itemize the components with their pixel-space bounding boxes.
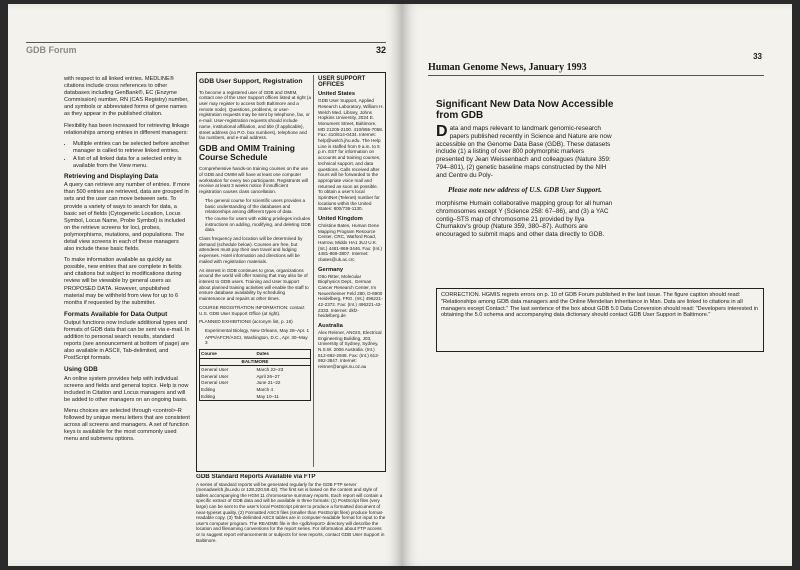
- training-heading: GDB and OMIM Training Course Schedule: [199, 142, 295, 163]
- flexibility-paragraph: Flexibility has been increased for retrieving linkage relationships among entries in different managers:: [64, 122, 190, 136]
- city-label: BALTIMORE: [200, 358, 311, 366]
- table-city-row: [200, 358, 311, 366]
- registration-paragraph: COURSE REGISTRATION INFORMATION: contact U.S. GDB User Support Office (at right).: [199, 304, 305, 316]
- document-spread: [8, 4, 792, 566]
- offices-column: [318, 75, 384, 467]
- table-row: [200, 373, 311, 380]
- office-uk: [318, 217, 384, 263]
- table-row: [200, 366, 311, 373]
- office-country: Germany: [318, 266, 344, 273]
- table-row: [200, 380, 311, 387]
- flexibility-list: [73, 141, 190, 170]
- office-australia: [318, 324, 384, 370]
- dates-cell: March 22–23: [256, 366, 284, 372]
- formats-paragraph: Output functions now include additional types and formats of GDB data that can be sent via e-mail. In addition to personal search results, standard reports (see announcement at bottom of page) are also available in ASCII, Tab-delimited, and PostScript formats.: [64, 319, 190, 362]
- office-details: Otto Ritter, Molecular Biophysics Dept., German Cancer Research Center, Im Neuenheimer Feld 280, D-6900 Heidelberg, FRG. (Int.) 496221-42-2372. Fax: (Int.) 496221-42-2333. Internet: dkfz-heidelberg.de: [318, 273, 383, 319]
- support-heading: GDB User Support, Registration: [199, 78, 303, 85]
- office-country: United Kingdom: [318, 216, 363, 223]
- list-item: • Experimental Biology, New Orleans, May 28–Apr. 1: [205, 328, 311, 334]
- user-support-box: [196, 72, 386, 472]
- course-cell: General User: [201, 380, 229, 386]
- ftp-reports-section: [196, 474, 386, 559]
- office-us: [318, 92, 384, 212]
- table-row: [200, 387, 311, 394]
- retrieving-paragraph: A query can retrieve any number of entries. If more than 500 entries are retrieved, data are grouped in sets and the user can move between sets. To provide a variety of ways to search for data, a basic set of fields (Cytogenetic Location, Locus Symbol, Locus Name, Probe Symbol) is included on the retrieve screens for loci, probes, polymorphisms, mutations, and populations. The detail view screens in each of these managers also include these basic fields.: [64, 182, 190, 253]
- column-header-dates: Dates: [255, 350, 310, 359]
- menu-choices-paragraph: Menu choices are selected through <control>-R followed by unique menu letters that are consistent across all screens and managers. A set of function keys is available for the most commonly used menu and submenu options.: [64, 407, 190, 443]
- right-page-number: 33: [753, 52, 762, 61]
- formats-heading: Formats Available for Data Output: [64, 310, 168, 318]
- office-country: Australia: [318, 323, 343, 330]
- right-page: [402, 4, 792, 566]
- left-page-number: 32: [375, 45, 386, 55]
- training-paragraph: Comprehensive hands-on training courses on the use of GDB and OMIM will have at least one computer workstation for every two participants. Registrants will receive at least 3 weeks notice if insufficient registration causes class cancellation.: [199, 166, 309, 195]
- dates-cell: March 4: [256, 387, 274, 393]
- exhibitions-list: [205, 328, 311, 346]
- newsletter-title: Human Genome News, January 1993: [428, 62, 764, 76]
- article-headline: Significant New Data Now Accessible from GDB: [436, 99, 614, 121]
- using-gdb-heading: Using GDB: [64, 366, 98, 374]
- table-row: [200, 393, 311, 400]
- training-list: [205, 198, 311, 233]
- drop-cap: D: [436, 123, 448, 140]
- box-divider: [313, 75, 314, 467]
- dates-cell: May 10–11: [256, 393, 279, 399]
- course-dates-table: [199, 349, 311, 401]
- linked-entries-paragraph: with respect to all linked entries. MEDLINE® citations include cross references to other databases including GenBank®, EC (Enzyme Commission) number, RN (CAS Registry) number, and symbols or abbreviated forms of gene names as they appear in the published citation.: [64, 76, 189, 118]
- course-cell: Editing: [201, 387, 216, 393]
- left-page-header: [26, 42, 386, 56]
- gdb-article: [436, 99, 614, 289]
- list-item: • APPI/AFCR/ASCI, Washington, D.C., Apr. 30–May 3: [205, 335, 311, 346]
- dates-cell: June 21–22: [256, 380, 281, 386]
- address-notice: Please note new address of U.S. GDB User Support.: [448, 185, 602, 194]
- course-cell: General User: [201, 366, 229, 372]
- left-text-column: [64, 76, 190, 556]
- list-item: • A list of all linked data for a selected entry is available from the View menu.: [73, 156, 190, 170]
- table-header-row: [200, 350, 311, 359]
- office-details: Alex Reisner, ANGIS, Electrical Engineering Building, J03, University of Sydney, Sydney, N.S.W. 2006 Australia. (Int.) 612-692-2948. Fax: (Int.) 612-692-3847. Internet: reisner@angis.su.oz.au: [318, 329, 382, 370]
- list-item: • The course for users with editing privileges includes instructions on adding, modifying, and deleting GDB data.: [205, 216, 311, 233]
- support-paragraph: To become a registered user of GDB and OMIM, contact one of the User Support offices listed at right (a user may register to access both Baltimore and a remote node). Questions, problems, or user-registration requests may be sent by telephone, fax, or e-mail. User-registration requests should include name, institutional affiliation, and title (if applicable), street address (no P.O. box numbers), telephone and fax numbers, and e-mail address.: [199, 89, 311, 141]
- ftp-heading: GDB Standard Reports Available via FTP: [196, 474, 316, 480]
- list-item: • Multiple entries can be selected before another manager is called to retrieve linked entries.: [73, 141, 190, 155]
- article-body-2: morphisme Humain collaborative mapping group for all human chromosomes except Y (Science 258: 67–86), and (3) a YAC contig–STS map of chromosome 21 provided by Ilya Chumakov's group (Nature 359, 380–87). Authors are encouraged to submit maps and other data directly to GDB.: [436, 199, 613, 239]
- list-item: • The general course for scientific users provides a basic understanding of the databases and relationships among different types of data.: [205, 198, 311, 215]
- proposed-data-paragraph: To make information available as quickly as possible, new entries that are complete in fields and citations but subject to modifications during review will be viewable by general users as PROPOSED DATA. However, unpublished material may be withheld from view for up to 6 months if requested by the submitter.: [64, 257, 182, 306]
- office-germany: [318, 268, 384, 319]
- using-gdb-paragraph: An online system provides help with individual screens and fields and general topics. Help is now included in Citation and Locus managers and will be added to other managers on an ongoing basis.: [64, 375, 189, 403]
- course-cell: General User: [201, 373, 229, 379]
- left-page: [8, 4, 402, 566]
- article-text: ata and maps relevant to landmark genomic-research papers published recently in Science and Nature are now accessible on the Genome Data Base (GDB). These datasets include (1) a listing of over 800 polymorphic markers presented by Jean Weissenbach and colleagues (Nature 359: 794–801), (2) genetic baseline maps constructed by the NIH and Centre du Poly-: [436, 125, 612, 179]
- interest-paragraph: As interest in GDB continues to grow, organizations around the world will offer training that may also be of interest to GDB users. Training and User Support about planned training activities will enable the staff to ensure database availability by scheduling maintenance and repairs at other times.: [199, 267, 309, 302]
- retrieving-heading: Retrieving and Displaying Data: [64, 173, 159, 181]
- left-header-title: GDB Forum: [26, 45, 77, 55]
- ftp-paragraph: A series of standard reports will be generated regularly for the GDB FTP server (menadwelch.jhu.edu or 128.220.59.42). The first set is based on the content and style of tables accompanying the HGM 11 chromosome summary reports. Each report will contain a specific extract of GDB data and will be available in three formats: (1) PostScript files (very large) can be sent to the user's local PostScript printer to produce a formatted document of near-typeset quality. (2) Formatted ASCII files (smaller than PostScript files) produce format-readable copy. (3) Tab-delimited ASCII tables are in computer-readable format for input to the user's computer program. The README file in the <gdb/report> directory will describe the location and filenaming conventions for the report series. For information about FTP access or to suggest report enhancements or subjects for new reports, contact GDB User Support in Baltimore.: [196, 481, 386, 543]
- correction-box: CORRECTION. HGMIS regrets errors on p. 10 of GDB Forum published in the last issue. The figure caption should read: "Relationships among GDB data managers and the Online Mendelian Inheritance in Man. Data are linked to citations in all managers except Contact." The last sentence of the box about GDB 5.0 Data Conversion should read: "Developers interested in obtaining the 5.0 schema and accompanying data dictionary should contact GDB User Support in Baltimore.": [436, 288, 764, 352]
- offices-heading: USER SUPPORT OFFICES: [318, 76, 366, 88]
- article-body-1: [436, 125, 614, 180]
- office-country: United States: [318, 91, 356, 98]
- class-frequency-paragraph: Class frequency and location will be determined by demand (schedule below). Courses are free, but attendees must pay their own travel and lodging expenses. Hotel information and directions will be mailed with registration materials.: [199, 236, 303, 264]
- course-cell: Editing: [201, 393, 216, 399]
- office-details: GDB User Support, Applied Research Laboratory, William H. Welch Med. Library, Johns Hopkins University, 2024 E. Monument Street, Baltimore, MD 21205-2100. 410/955-7058. Fax: 410/614-0434. Internet: help@welch.jhu.edu. The Help Line is staffed from 9 a.m. to 5 p.m. EST for information on accounts and training courses, technical support, and data questions. Calls received after hours will be forwarded to the appropriate voice mail and returned as soon as possible. To obtain a user's local SprintNet (Telenet) number for locations within the United States: 800/736-1130.: [318, 98, 384, 212]
- office-details: Christine Bates, Human Gene Mapping Program Resource Center, CRC, Watford Road, Harrow, Middx HA1 3UJ U.K. (Int.) 4481-869-3446. Fax: (Int.) 4481-869-3807. Internet: cbates@uk.ac.crc: [318, 222, 383, 263]
- column-header-course: Course: [200, 350, 256, 359]
- dates-cell: April 26–27: [256, 373, 280, 379]
- support-training-column: [199, 75, 311, 467]
- exhibitions-heading: PLANNED EXHIBITIONS (acronym list, p. 16): [199, 319, 293, 325]
